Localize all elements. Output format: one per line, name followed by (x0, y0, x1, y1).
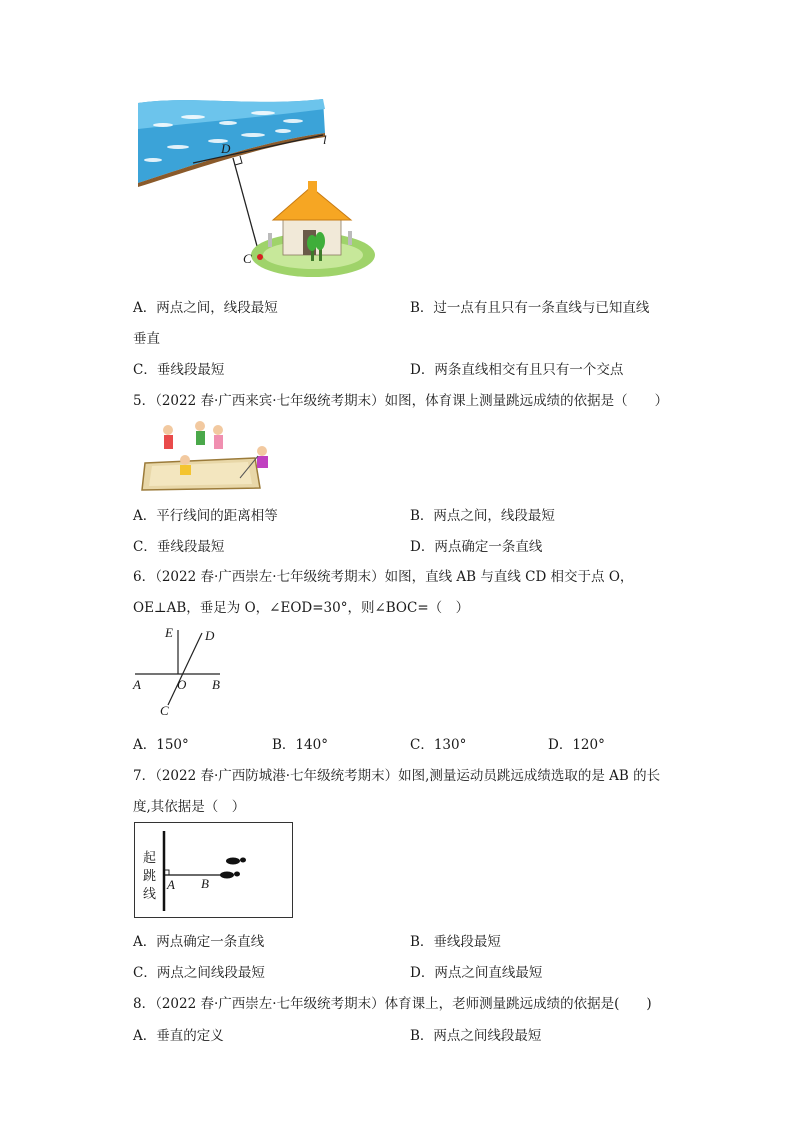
label-D: D (221, 141, 231, 156)
label-C: C (243, 251, 252, 266)
q7-option-D: D．两点之间直线最短 (410, 965, 543, 981)
q4-option-D: D．两条直线相交有且只有一个交点 (410, 362, 624, 378)
label-B: B (201, 876, 209, 891)
label-O: O (177, 677, 187, 692)
q7-stem-line1: 7．（2022 春·广西防城港·七年级统考期末）如图,测量运动员跳远成绩选取的是 AB 的长 (133, 768, 661, 784)
figure-long-jump-pit (140, 418, 285, 493)
label-D: D (205, 628, 215, 643)
q6-stem-line2: OE⊥AB，垂足为 O，∠EOD=30°，则∠BOC=（ ） (133, 600, 470, 616)
label-B: B (212, 677, 220, 692)
q4-option-B: B．过一点有且只有一条直线与已知直线 (410, 300, 650, 316)
q6-option-D: D．120° (548, 737, 605, 753)
q6-option-C: C．130° (410, 737, 467, 753)
q5-option-C: C．垂线段最短 (133, 539, 225, 555)
jump-measure-diagram (135, 823, 291, 916)
q5-option-D: D．两点确定一条直线 (410, 539, 543, 555)
q4-option-B-cont: 垂直 (133, 331, 160, 347)
start-line-char-1: 起 (143, 851, 157, 866)
q5-option-B: B．两点之间，线段最短 (410, 508, 555, 524)
q6-option-B: B．140° (272, 737, 328, 753)
label-l: l (323, 132, 327, 147)
label-E: E (165, 625, 173, 640)
long-jump-illustration (140, 418, 285, 493)
q7-option-C: C．两点之间线段最短 (133, 965, 265, 981)
q7-option-B: B．垂线段最短 (410, 934, 501, 950)
start-line-char-3: 线 (143, 887, 157, 902)
figure-intersecting-lines (130, 625, 230, 720)
start-line-char-2: 跳 (143, 869, 157, 884)
q8-stem: 8．（2022 春·广西崇左·七年级统考期末）体育课上，老师测量跳远成绩的依据是( ) (133, 996, 652, 1012)
q8-option-A: A．垂直的定义 (133, 1028, 224, 1044)
intersecting-lines-diagram (130, 625, 230, 720)
q7-stem-line2: 度,其依据是（ ） (133, 799, 246, 815)
q6-option-A: A．150° (133, 737, 189, 753)
q6-stem-line1: 6．（2022 春·广西崇左·七年级统考期末）如图，直线 AB 与直线 CD 相交于点 O， (133, 569, 634, 585)
river-house-illustration (133, 95, 378, 285)
q4-option-C: C．垂线段最短 (133, 362, 225, 378)
figure-river-house (133, 95, 378, 285)
label-A: A (167, 877, 175, 892)
label-A: A (133, 677, 141, 692)
label-C: C (160, 703, 169, 718)
q5-stem: 5．（2022 春·广西来宾·七年级统考期末）如图，体育课上测量跳远成绩的依据是（ ） (133, 393, 669, 409)
q7-option-A: A．两点确定一条直线 (133, 934, 265, 950)
q5-option-A: A．平行线间的距离相等 (133, 508, 278, 524)
q4-option-A: A．两点之间，线段最短 (133, 300, 278, 316)
figure-jump-measure (134, 822, 293, 918)
q8-option-B: B．两点之间线段最短 (410, 1028, 542, 1044)
